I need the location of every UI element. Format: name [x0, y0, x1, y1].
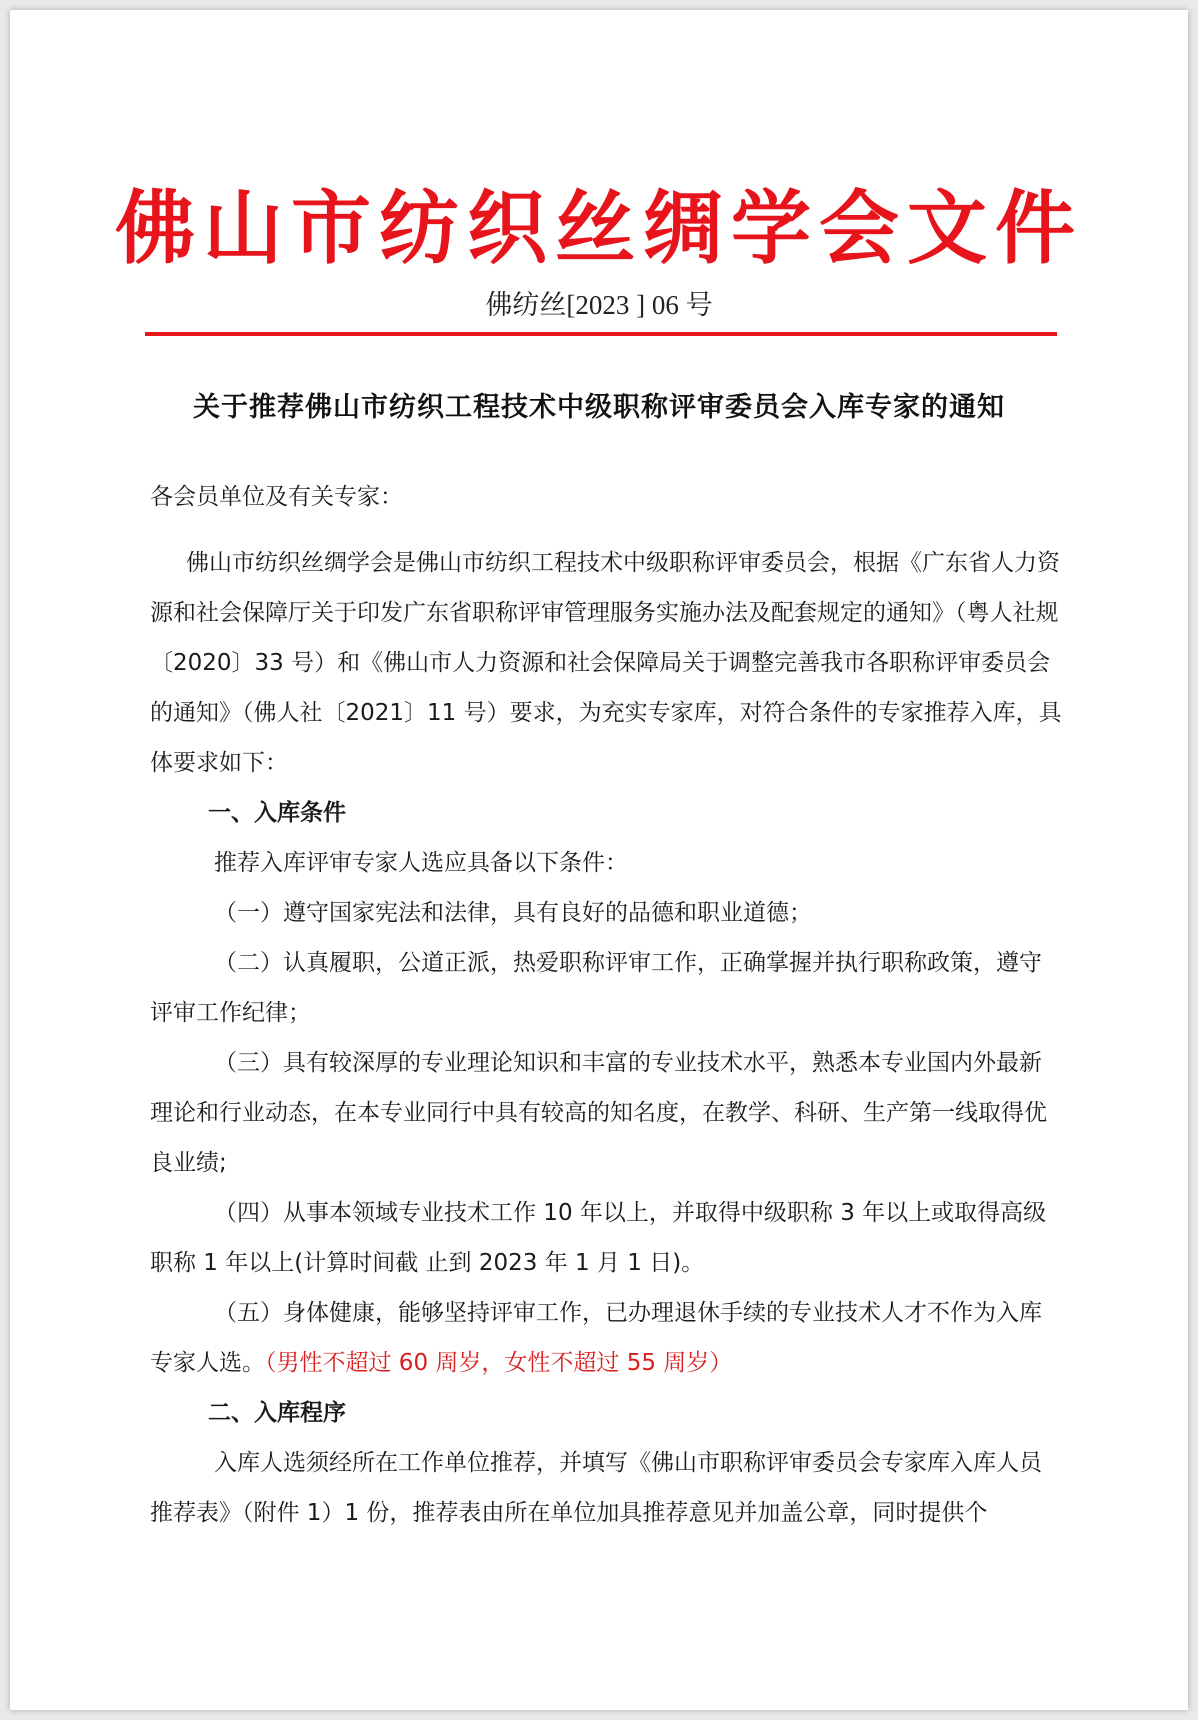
salutation: 各会员单位及有关专家：	[150, 484, 403, 510]
condition-item: （二）认真履职，公道正派，热爱职称评审工作，正确掌握并执行职称政策，遵守评审工作纪律；	[150, 950, 1042, 1026]
intro-paragraph	[150, 538, 1062, 788]
document-number: 佛纺丝[2023 ] 06 号	[485, 290, 713, 320]
org-headline: 佛山市纺织丝绸学会文件	[115, 181, 1083, 275]
condition-item-text: （五）身体健康，能够坚持评审工作，已办理退休手续的专业技术人才不作为入库专家人选。	[150, 1300, 1042, 1376]
section-heading-procedure: 二、入库程序	[208, 1400, 346, 1426]
condition-item: （四）从事本领域专业技术工作 10 年以上，并取得中级职称 3 年以上或取得高级职称 1 年以上(计算时间截 止到 2023 年 1 月 1 日)。	[150, 1200, 1047, 1276]
procedure-paragraph: 入库人选须经所在工作单位推荐，并填写《佛山市职称评审委员会专家库入库人员推荐表》（附件 1）1 份，推荐表由所在单位加具推荐意见并加盖公章，同时提供个	[150, 1450, 1042, 1526]
document-body	[150, 472, 1062, 1538]
intro-text: 佛山市纺织丝绸学会是佛山市纺织工程技术中级职称评审委员会，根据《广东省人力资源和社会保障厅关于印发广东省职称评审管理服务实施办法及配套规定的通知》（粤人社规〔2020〕33 号）和《佛山市人力资源和社会保障局关于调整完善我市各职称评审委员会的通知》（佛人社〔2021〕11 号）要求，为充实专家库，	[150, 550, 1060, 726]
condition-item	[150, 1288, 1062, 1388]
intro-text-emphasis: 对符合条件的专家推荐入库，具体要求如下：	[150, 700, 1062, 776]
red-divider-line	[145, 332, 1057, 336]
conditions-lead: 推荐入库评审专家人选应具备以下条件：	[214, 850, 628, 876]
condition-item: （一）遵守国家宪法和法律，具有良好的品德和职业道德；	[214, 900, 812, 926]
condition-item: （三）具有较深厚的专业理论知识和丰富的专业技术水平，熟悉本专业国内外最新理论和行业动态，在本专业同行中具有较高的知名度，在教学、科研、生产第一线取得优良业绩;	[150, 1050, 1047, 1176]
section-heading-conditions: 一、入库条件	[208, 800, 346, 826]
document-page	[10, 10, 1188, 1710]
notice-title: 关于推荐佛山市纺织工程技术中级职称评审委员会入库专家的通知	[193, 392, 1005, 423]
age-limit-note: （男性不超过 60 周岁，女性不超过 55 周岁）	[265, 1350, 733, 1376]
